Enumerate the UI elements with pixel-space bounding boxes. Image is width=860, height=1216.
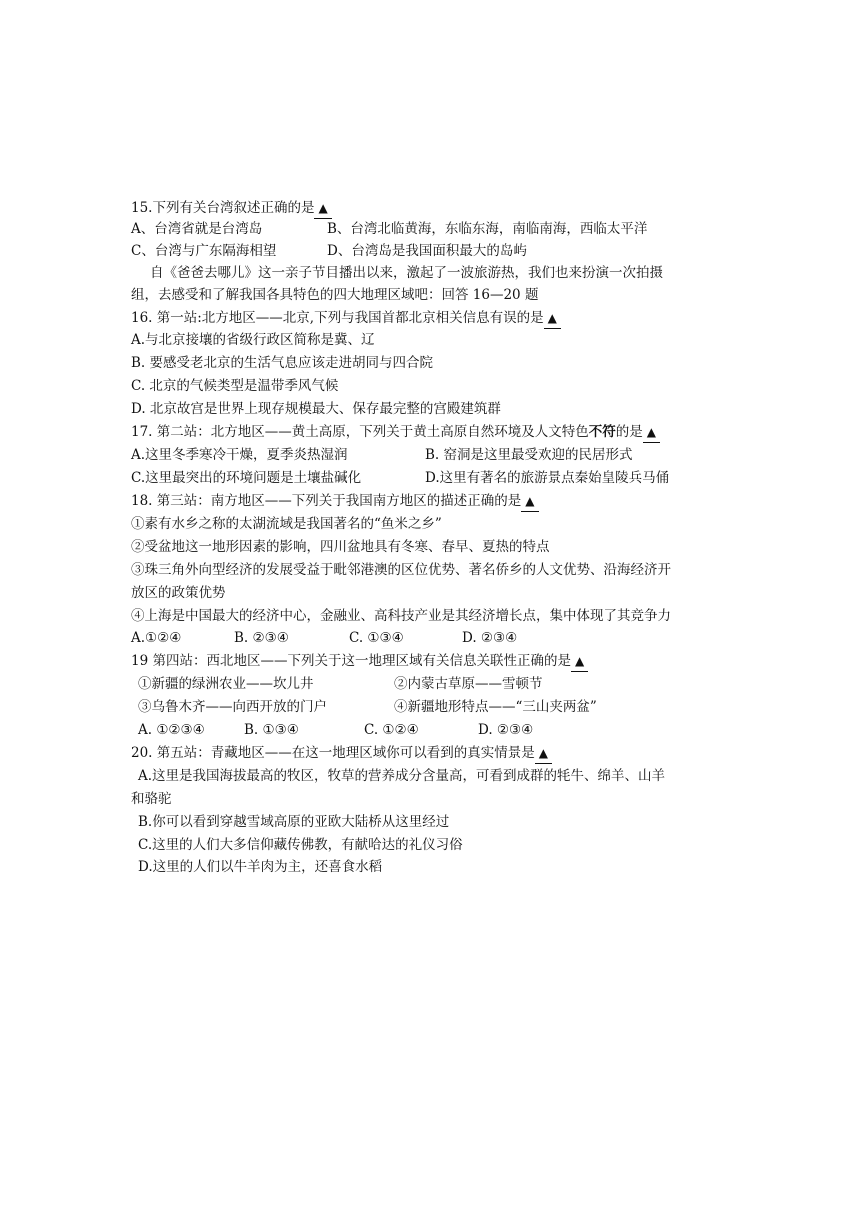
q18-item-3: ③珠三角外向型经济的发展受益于毗邻港澳的区位优势、著名侨乡的人文优势、沿海经济开 (131, 562, 671, 578)
q16-option-d: D. 北京故宫是世界上现存规模最大、保存最完整的宫殿建筑群 (131, 401, 501, 417)
q20-option-a-cont: 和骆驼 (131, 791, 172, 807)
q17-options-row-1 (131, 445, 633, 465)
q18-stem (131, 491, 539, 511)
q20-option-d: D.这里的人们以牛羊肉为主，还喜食水稻 (138, 859, 383, 875)
answer-triangle-icon: ▲ (525, 494, 535, 508)
q17-stem-text: 17. 第二站：北方地区——黄土高原，下列关于黄土高原自然环境及人文特色 (131, 424, 589, 440)
q18-item-2: ②受盆地这一地形因素的影响，四川盆地具有冬寒、春早、夏热的特点 (131, 539, 550, 555)
q17-option-b: B. 窑洞是这里最受欢迎的民居形式 (425, 447, 633, 463)
q17-option-d: D.这里有著名的旅游景点秦始皇陵兵马俑 (425, 470, 670, 486)
q18-option-c: C. ①③④ (349, 630, 404, 646)
q15-option-a: A、台湾省就是台湾岛 (131, 221, 263, 237)
q18-option-a: A.①②④ (131, 630, 182, 646)
q15-option-c: C、台湾与广东隔海相望 (131, 243, 277, 259)
q17-stem (131, 422, 660, 442)
q17-option-a: A.这里冬季寒冷干燥，夏季炎热湿润 (131, 447, 348, 463)
answer-triangle-icon: ▲ (547, 311, 557, 325)
q16-answer-blank (544, 308, 561, 329)
q19-items-row-2 (138, 697, 597, 717)
q19-option-c: C. ①②④ (364, 722, 419, 738)
q16-option-b: B. 要感受老北京的生活气息应该走进胡同与四合院 (131, 355, 434, 371)
q15-options-row-2 (131, 241, 527, 261)
q18-stem-text: 18. 第三站：南方地区——下列关于我国南方地区的描述正确的是 (131, 493, 522, 509)
q18-item-1: ①素有水乡之称的太湖流域是我国著名的“鱼米之乡” (131, 516, 442, 532)
q15-stem-text: 15.下列有关台湾叙述正确的是 (131, 200, 315, 216)
q15-answer-blank (314, 198, 331, 219)
q20-stem (131, 743, 552, 763)
q19-answer-blank (571, 651, 588, 672)
answer-triangle-icon: ▲ (318, 201, 328, 215)
q17-answer-blank (643, 422, 660, 443)
q17-emphasis: 不符 (588, 424, 616, 440)
q16-stem (131, 308, 561, 328)
q18-item-4: ④上海是中国最大的经济中心，金融业、高科技产业是其经济增长点，集中体现了其竞争力 (131, 608, 671, 624)
q15-options-row-1 (131, 219, 648, 239)
answer-triangle-icon: ▲ (538, 746, 548, 760)
q19-item-4: ④新疆地形特点——“三山夹两盆” (394, 699, 597, 715)
q17-stem-end: 的是 (615, 424, 643, 440)
q19-option-a: A. ①②③④ (138, 722, 205, 738)
intro-line-2: 组，去感受和了解我国各具特色的四大地理区域吧：回答 16—20 题 (131, 287, 539, 303)
q19-item-1: ①新疆的绿洲农业——坎儿井 (138, 676, 314, 692)
q15-stem (131, 198, 332, 218)
q20-stem-text: 20. 第五站：青藏地区——在这一地理区域你可以看到的真实情景是 (131, 745, 535, 761)
q18-options (131, 628, 518, 648)
answer-triangle-icon: ▲ (646, 425, 656, 439)
q19-item-2: ②内蒙古草原——雪顿节 (394, 676, 543, 692)
q19-items-row-1 (138, 674, 543, 694)
q20-option-a: A.这里是我国海拔最高的牧区，牧草的营养成分含量高，可看到成群的牦牛、绵羊、山羊 (138, 768, 666, 784)
q19-option-d: D. ②③④ (478, 722, 534, 738)
q18-answer-blank (521, 491, 538, 512)
q19-stem (131, 651, 588, 671)
q15-option-b: B、台湾北临黄海，东临东海，南临南海，西临太平洋 (327, 221, 648, 237)
q19-options (138, 720, 534, 740)
q17-options-row-2 (131, 468, 670, 488)
q20-option-c: C.这里的人们大多信仰藏传佛教，有献哈达的礼仪习俗 (138, 837, 463, 853)
q19-item-3: ③乌鲁木齐——向西开放的门户 (138, 699, 327, 715)
q20-answer-blank (535, 743, 552, 764)
q18-option-b: B. ②③④ (234, 630, 289, 646)
q16-option-c: C. 北京的气候类型是温带季风气候 (131, 378, 339, 394)
q17-option-c: C.这里最突出的环境问题是土壤盐碱化 (131, 470, 362, 486)
q18-item-3-cont: 放区的政策优势 (131, 585, 226, 601)
q19-stem-text: 19 第四站：西北地区——下列关于这一地理区域有关信息关联性正确的是 (131, 653, 571, 669)
q16-stem-text: 16. 第一站:北方地区——北京,下列与我国首都北京相关信息有误的是 (131, 310, 544, 326)
q16-option-a: A.与北京接壤的省级行政区简称是冀、辽 (131, 332, 375, 348)
q18-option-d: D. ②③④ (462, 630, 518, 646)
q15-option-d: D、台湾岛是我国面积最大的岛屿 (327, 243, 527, 259)
answer-triangle-icon: ▲ (574, 654, 585, 668)
q20-option-b: B.你可以看到穿越雪域高原的亚欧大陆桥从这里经过 (138, 814, 450, 830)
intro-line-1: 自《爸爸去哪儿》这一亲子节目播出以来，激起了一波旅游热，我们也来扮演一次拍摄 (150, 265, 663, 281)
q19-option-b: B. ①③④ (244, 722, 299, 738)
